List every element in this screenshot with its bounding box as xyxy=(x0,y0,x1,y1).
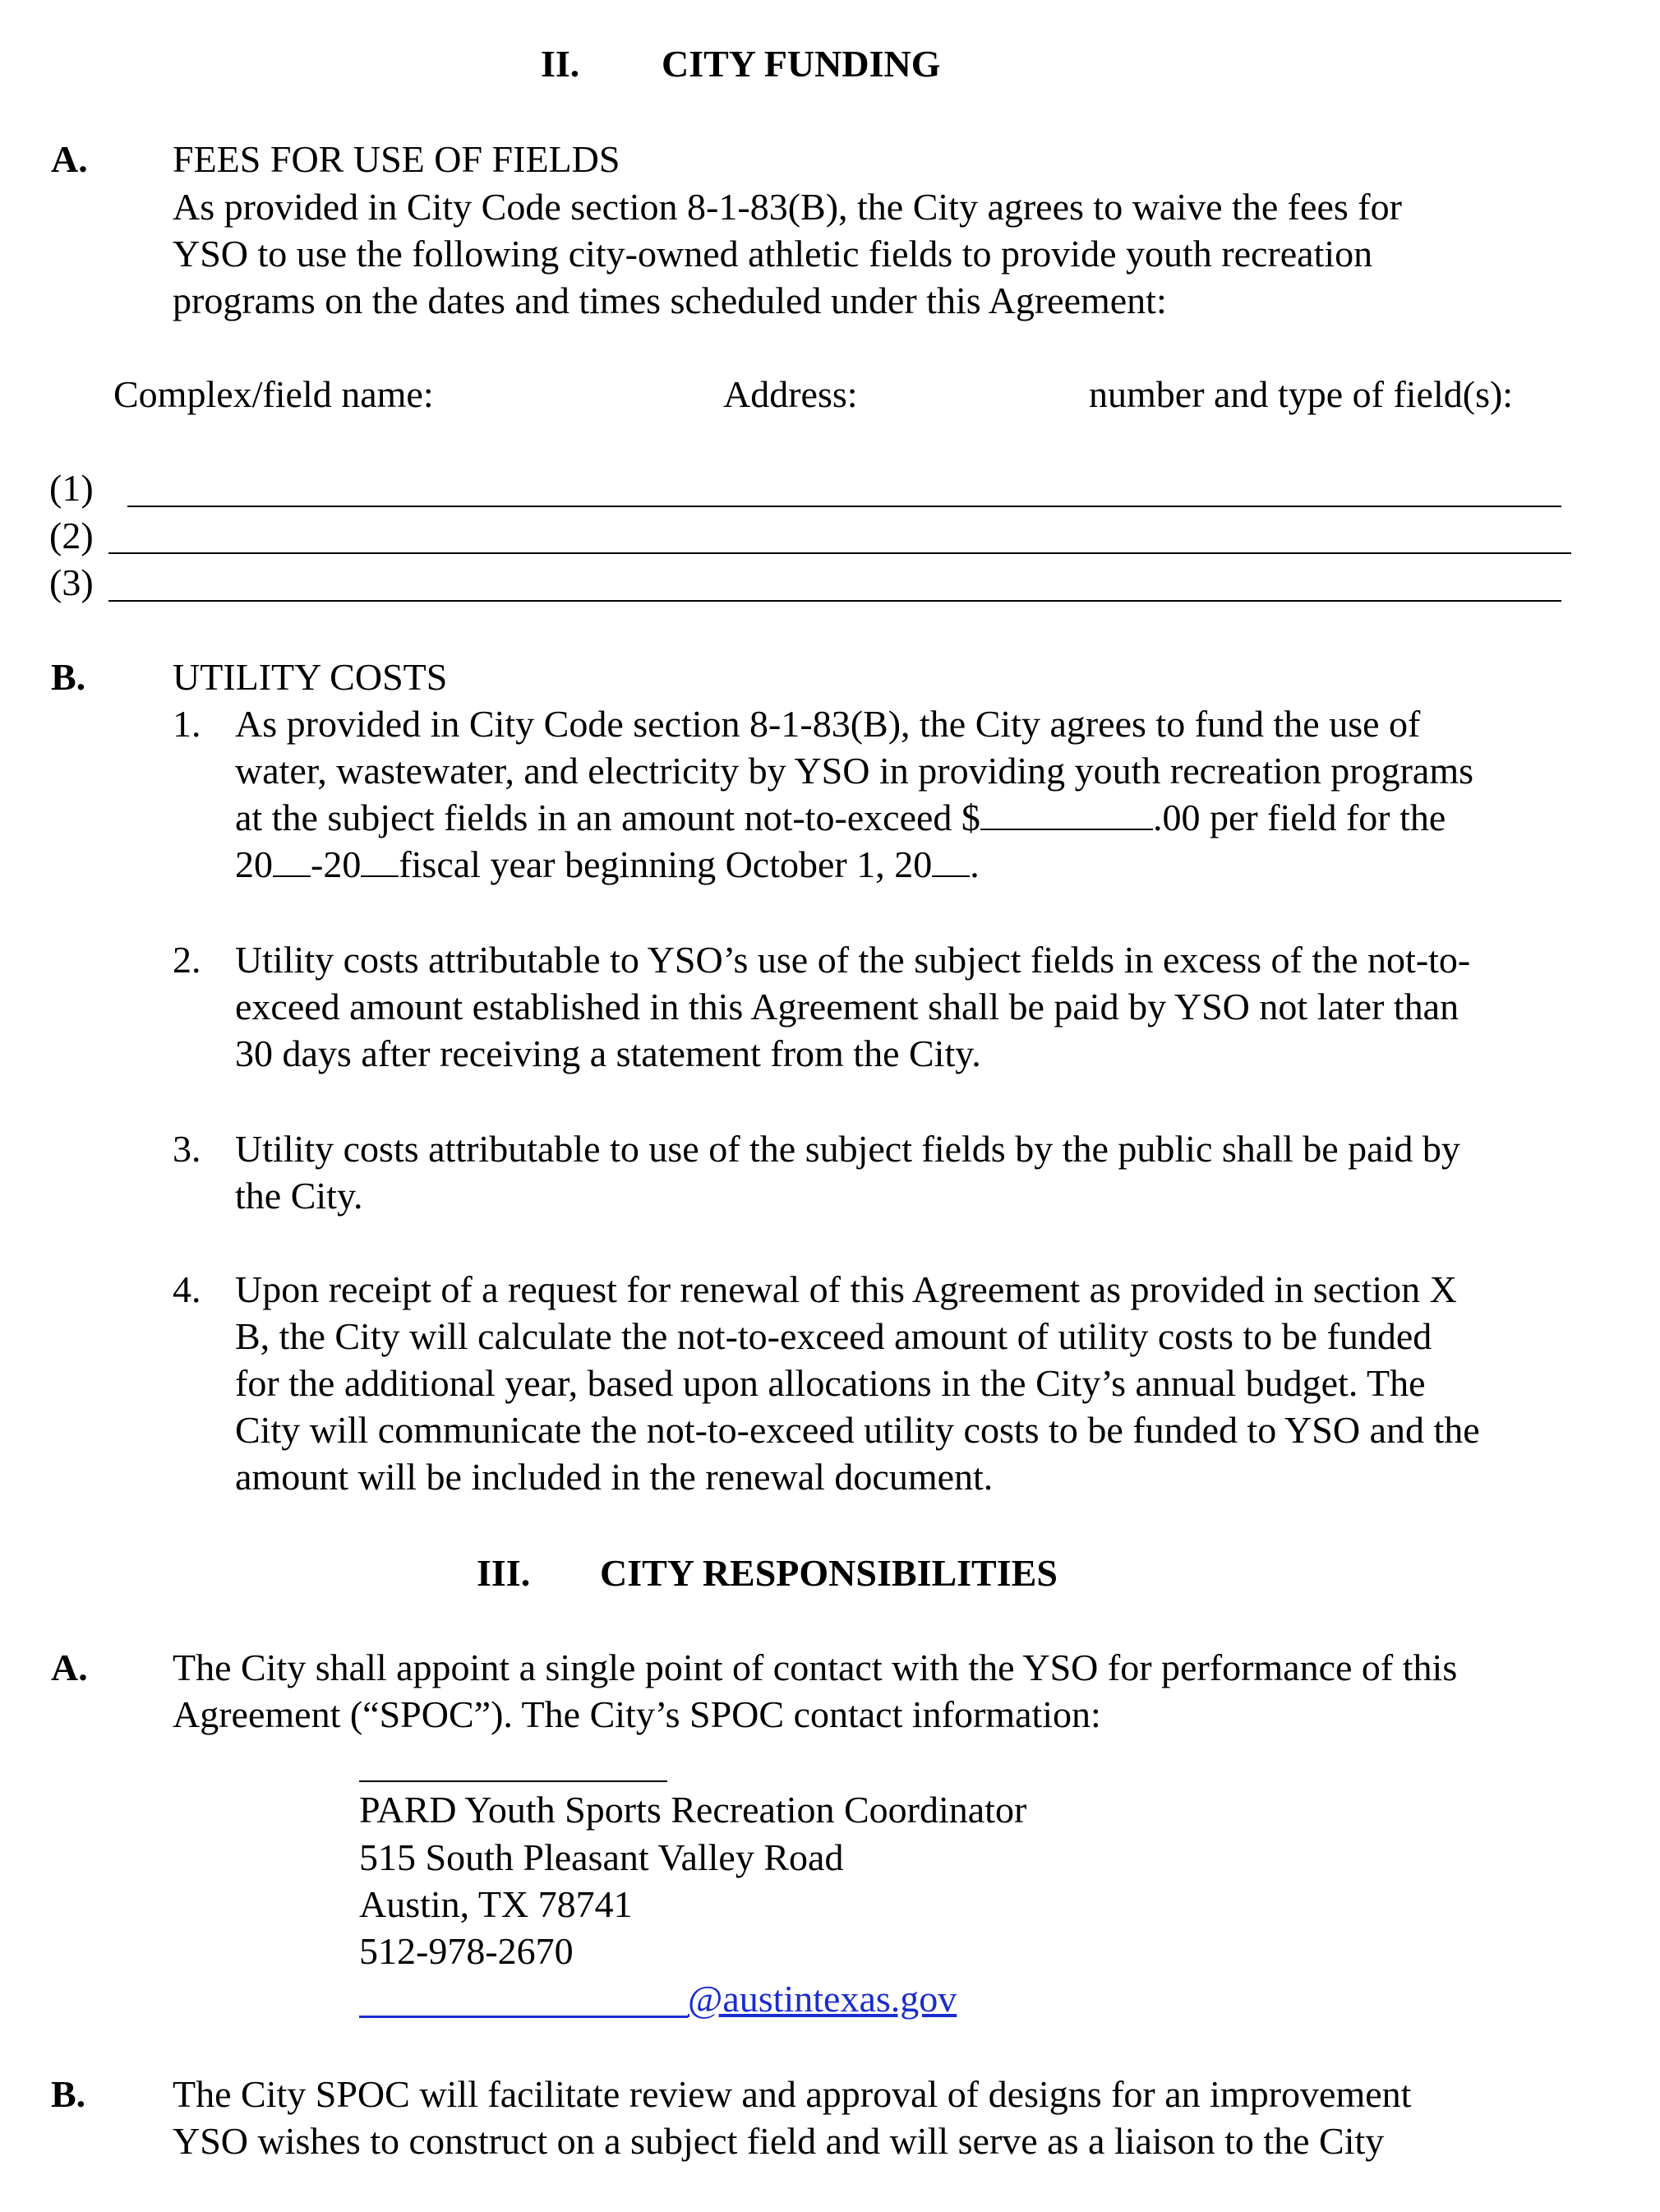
section-3a-letter: A. xyxy=(51,1646,88,1688)
october-year-blank[interactable] xyxy=(932,843,970,877)
item-4-line-2: B, the City will calculate the not-to-exceed amount of utility costs to be funded xyxy=(235,1315,1432,1357)
field-row-label-2: (2) xyxy=(49,515,94,556)
item-4-line-4: City will communicate the not-to-exceed utility costs to be funded to YSO and the xyxy=(235,1409,1480,1451)
column-header-complex: Complex/field name: xyxy=(113,373,434,415)
amount-blank[interactable] xyxy=(980,796,1153,830)
section-2a-heading: FEES FOR USE OF FIELDS xyxy=(173,138,620,180)
item-1-line-4: 20 -20 fiscal year beginning October 1, 20 . xyxy=(235,843,980,885)
item-1-line-1: As provided in City Code section 8-1-83(B), the City agrees to fund the use of xyxy=(235,703,1421,745)
section-2a-line-2: YSO to use the following city-owned athletic fields to provide youth recreation xyxy=(173,233,1373,275)
contact-title: PARD Youth Sports Recreation Coordinator xyxy=(359,1789,1027,1831)
item-1-number: 1. xyxy=(173,703,201,745)
section-2-title: CITY FUNDING xyxy=(662,43,941,85)
spoc-name-blank[interactable] xyxy=(359,1780,667,1782)
section-3-numeral: III. xyxy=(477,1552,531,1594)
section-3-title: CITY RESPONSIBILITIES xyxy=(600,1552,1058,1594)
section-3a-line-2: Agreement (“SPOC”). The City’s SPOC contact information: xyxy=(173,1693,1101,1735)
section-3b-line-1: The City SPOC will facilitate review and approval of designs for an improvement xyxy=(173,2073,1412,2115)
section-3b-letter: B. xyxy=(51,2073,86,2115)
item-2-line-1: Utility costs attributable to YSO’s use of the subject fields in excess of the not-to- xyxy=(235,939,1471,981)
column-header-address: Address: xyxy=(723,373,858,415)
field-row-blank-1[interactable] xyxy=(127,506,1561,507)
item-4-line-3: for the additional year, based upon allocations in the City’s annual budget. The xyxy=(235,1362,1426,1404)
section-2a-line-1: As provided in City Code section 8-1-83(B), the City agrees to waive the fees for xyxy=(173,186,1402,228)
contact-city: Austin, TX 78741 xyxy=(359,1883,633,1925)
field-row-blank-2[interactable] xyxy=(108,552,1571,554)
field-row-label-3: (3) xyxy=(49,561,94,603)
section-2-numeral: II. xyxy=(541,43,580,85)
item-3-line-2: the City. xyxy=(235,1175,363,1217)
email-user-blank[interactable] xyxy=(359,2016,688,2018)
column-header-field-type: number and type of field(s): xyxy=(1089,373,1514,415)
section-2a-letter: A. xyxy=(51,138,88,180)
contact-phone: 512-978-2670 xyxy=(359,1930,574,1972)
item-2-number: 2. xyxy=(173,939,201,981)
item-4-number: 4. xyxy=(173,1268,201,1310)
field-row-blank-3[interactable] xyxy=(108,600,1561,602)
email-link[interactable]: @austintexas.gov xyxy=(688,1978,957,2020)
item-2-line-2: exceed amount established in this Agreement shall be paid by YSO not later than xyxy=(235,986,1459,1027)
section-2a-line-3: programs on the dates and times scheduled under this Agreement: xyxy=(173,279,1167,321)
section-2b-heading: UTILITY COSTS xyxy=(173,656,448,698)
item-4-line-1: Upon receipt of a request for renewal of this Agreement as provided in section X xyxy=(235,1268,1457,1310)
section-2b-letter: B. xyxy=(51,656,86,698)
contact-street: 515 South Pleasant Valley Road xyxy=(359,1836,844,1878)
item-1-line-2: water, wastewater, and electricity by YSO in providing youth recreation programs xyxy=(235,750,1474,792)
section-3a-line-1: The City shall appoint a single point of contact with the YSO for performance of this xyxy=(173,1646,1458,1688)
item-3-line-1: Utility costs attributable to use of the subject fields by the public shall be paid by xyxy=(235,1128,1460,1170)
field-row-label-1: (1) xyxy=(49,467,94,509)
item-4-line-5: amount will be included in the renewal document. xyxy=(235,1456,994,1498)
item-3-number: 3. xyxy=(173,1128,201,1170)
item-2-line-3: 30 days after receiving a statement from the City. xyxy=(235,1032,981,1074)
section-3b-line-2: YSO wishes to construct on a subject field and will serve as a liaison to the City xyxy=(173,2120,1385,2162)
fiscal-year-start-blank[interactable] xyxy=(273,843,311,877)
fiscal-year-end-blank[interactable] xyxy=(361,843,399,877)
item-1-line-3: at the subject fields in an amount not-to-exceed $ .00 per field for the xyxy=(235,797,1446,838)
